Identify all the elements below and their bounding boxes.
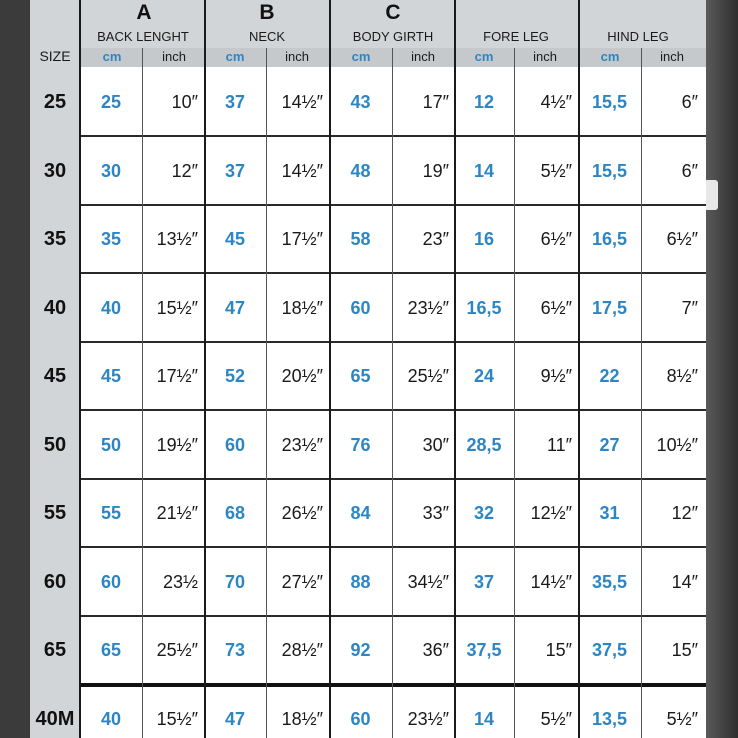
inch-value-cell: 6″ (681, 161, 698, 181)
unit-cm: cm (600, 49, 620, 64)
inch-value-cell: 14½″ (530, 572, 572, 592)
table-row (30, 616, 706, 684)
cm-value-cell: 16 (473, 229, 495, 249)
grid-line (641, 48, 642, 738)
cm-value-cell: 27 (599, 435, 620, 455)
size-cell: 35 (43, 228, 67, 250)
cm-value-cell: 25 (100, 92, 122, 112)
size-cell: 25 (43, 91, 67, 113)
cm-value-cell: 58 (350, 229, 371, 249)
cm-value-cell: 68 (224, 503, 246, 523)
cm-value-cell: 84 (350, 503, 371, 523)
inch-value-cell: 19½″ (156, 435, 198, 455)
inch-value-cell: 30″ (422, 435, 449, 455)
size-cell: 30 (43, 160, 67, 182)
grid-line (329, 0, 331, 738)
cm-value-cell: 17,5 (591, 298, 628, 318)
inch-value-cell: 20½″ (281, 366, 323, 386)
size-cell: 40M (35, 708, 75, 730)
cm-value-cell: 15,5 (591, 92, 628, 112)
inch-value-cell: 6½″ (540, 229, 572, 249)
cm-value-cell: 37,5 (591, 640, 628, 660)
table-row (30, 685, 706, 738)
inch-value-cell: 4½″ (540, 92, 572, 112)
inch-value-cell: 17″ (422, 92, 449, 112)
table-row (30, 68, 706, 136)
unit-inch: inch (533, 49, 557, 64)
cm-value-cell: 40 (100, 709, 122, 729)
cm-value-cell: 35,5 (591, 572, 628, 592)
inch-value-cell: 6″ (681, 92, 698, 112)
inch-value-cell: 14½″ (281, 92, 323, 112)
table-row (30, 342, 706, 410)
size-chart (30, 0, 706, 738)
size-cell: 60 (43, 571, 67, 593)
cm-value-cell: 28,5 (466, 435, 502, 455)
inch-value-cell: 28½″ (281, 640, 323, 660)
cm-value-cell: 37 (224, 161, 246, 181)
cm-value-cell: 30 (100, 161, 122, 181)
inch-value-cell: 11″ (546, 435, 572, 455)
cm-value-cell: 47 (224, 298, 246, 318)
cm-value-cell: 60 (350, 298, 371, 318)
cm-value-cell: 22 (599, 366, 620, 386)
cm-value-cell: 48 (350, 161, 371, 181)
grid-line (79, 0, 81, 738)
cm-value-cell: 32 (473, 503, 495, 523)
group-label-neck: NECK (248, 29, 286, 44)
inch-value-cell: 12″ (171, 161, 198, 181)
inch-value-cell: 25½″ (407, 366, 449, 386)
cm-value-cell: 14 (473, 709, 495, 729)
inch-value-cell: 23½ (162, 572, 198, 592)
table-row (30, 479, 706, 547)
inch-value-cell: 10″ (171, 92, 198, 112)
cm-value-cell: 52 (224, 366, 246, 386)
cm-value-cell: 76 (350, 435, 371, 455)
size-cell: 55 (43, 502, 67, 524)
cm-value-cell: 35 (100, 229, 122, 249)
inch-value-cell: 7″ (681, 298, 698, 318)
cm-value-cell: 60 (224, 435, 246, 455)
group-letter-a: A (136, 1, 152, 24)
inch-value-cell: 36″ (422, 640, 449, 660)
inch-value-cell: 34½″ (407, 572, 449, 592)
inch-value-cell: 6½″ (540, 298, 572, 318)
cm-value-cell: 37 (473, 572, 495, 592)
inch-value-cell: 21½″ (156, 503, 198, 523)
grid-line (578, 0, 580, 738)
size-cell: 45 (43, 365, 67, 387)
grid-line (204, 0, 206, 738)
cm-value-cell: 12 (473, 92, 495, 112)
cm-value-cell: 60 (350, 709, 371, 729)
cm-value-cell: 37,5 (466, 640, 502, 660)
group-letter-b: B (259, 1, 275, 24)
cm-value-cell: 88 (350, 572, 371, 592)
grid-line (454, 0, 456, 738)
cm-value-cell: 45 (224, 229, 246, 249)
cm-value-cell: 31 (599, 503, 620, 523)
size-header: SIZE (39, 48, 71, 64)
unit-cm: cm (225, 49, 245, 64)
photo-edge-mark (704, 180, 718, 210)
cm-value-cell: 65 (100, 640, 122, 660)
inch-value-cell: 5½″ (540, 161, 572, 181)
cm-value-cell: 43 (350, 92, 371, 112)
group-label-body-girth: BODY GIRTH (352, 29, 434, 44)
inch-value-cell: 26½″ (281, 503, 323, 523)
inch-value-cell: 23½″ (407, 298, 449, 318)
table-row (30, 205, 706, 273)
cm-value-cell: 14 (473, 161, 495, 181)
inch-value-cell: 27½″ (281, 572, 323, 592)
table-row (30, 274, 706, 342)
inch-value-cell: 19″ (422, 161, 449, 181)
inch-value-cell: 23½″ (281, 435, 323, 455)
cm-value-cell: 24 (473, 366, 495, 386)
inch-value-cell: 12½″ (530, 503, 572, 523)
inch-value-cell: 18½″ (281, 298, 323, 318)
cm-value-cell: 70 (224, 572, 246, 592)
cm-value-cell: 13,5 (591, 709, 628, 729)
grid-line (392, 48, 393, 738)
unit-cm: cm (351, 49, 371, 64)
inch-value-cell: 14″ (671, 572, 698, 592)
unit-inch: inch (162, 49, 186, 64)
size-cell: 40 (43, 297, 67, 319)
inch-value-cell: 15½″ (156, 298, 198, 318)
inch-value-cell: 15″ (671, 640, 698, 660)
unit-inch: inch (285, 49, 309, 64)
cm-value-cell: 65 (350, 366, 371, 386)
inch-value-cell: 10½″ (656, 435, 698, 455)
table-row (30, 137, 706, 205)
inch-value-cell: 5½″ (540, 709, 572, 729)
inch-value-cell: 15″ (545, 640, 572, 660)
inch-value-cell: 6½″ (666, 229, 698, 249)
cm-value-cell: 37 (224, 92, 246, 112)
cm-value-cell: 47 (224, 709, 246, 729)
unit-cm: cm (102, 49, 122, 64)
unit-inch: inch (660, 49, 684, 64)
unit-inch: inch (411, 49, 435, 64)
unit-cm: cm (474, 49, 494, 64)
inch-value-cell: 12″ (671, 503, 698, 523)
inch-value-cell: 33″ (422, 503, 449, 523)
group-label-fore-leg: FORE LEG (483, 29, 549, 44)
cm-value-cell: 73 (224, 640, 246, 660)
group-letter-c: C (385, 1, 401, 24)
inch-value-cell: 9½″ (540, 366, 572, 386)
inch-value-cell: 23½″ (407, 709, 449, 729)
cm-value-cell: 60 (100, 572, 122, 592)
inch-value-cell: 13½″ (156, 229, 198, 249)
inch-value-cell: 14½″ (281, 161, 323, 181)
inch-value-cell: 17½″ (281, 229, 323, 249)
inch-value-cell: 23″ (422, 229, 449, 249)
group-label-back-length: BACK LENGHT (97, 29, 189, 44)
cm-value-cell: 92 (350, 640, 371, 660)
grid-line (266, 48, 267, 738)
inch-value-cell: 17½″ (156, 366, 198, 386)
cm-value-cell: 16,5 (591, 229, 628, 249)
grid-line (142, 48, 143, 738)
inch-value-cell: 5½″ (666, 709, 698, 729)
table-row (30, 411, 706, 479)
grid-line (514, 48, 515, 738)
cm-value-cell: 45 (100, 366, 122, 386)
inch-value-cell: 18½″ (281, 709, 323, 729)
inch-value-cell: 8½″ (666, 366, 698, 386)
inch-value-cell: 25½″ (156, 640, 198, 660)
inch-value-cell: 15½″ (156, 709, 198, 729)
group-label-hind-leg: HIND LEG (607, 29, 669, 44)
photo-edge (706, 0, 738, 738)
cm-value-cell: 55 (100, 503, 122, 523)
cm-value-cell: 16,5 (466, 298, 502, 318)
cm-value-cell: 50 (100, 435, 122, 455)
cm-value-cell: 15,5 (591, 161, 628, 181)
cm-value-cell: 40 (100, 298, 122, 318)
size-cell: 50 (43, 434, 67, 456)
table-row (30, 548, 706, 616)
size-cell: 65 (43, 639, 67, 661)
